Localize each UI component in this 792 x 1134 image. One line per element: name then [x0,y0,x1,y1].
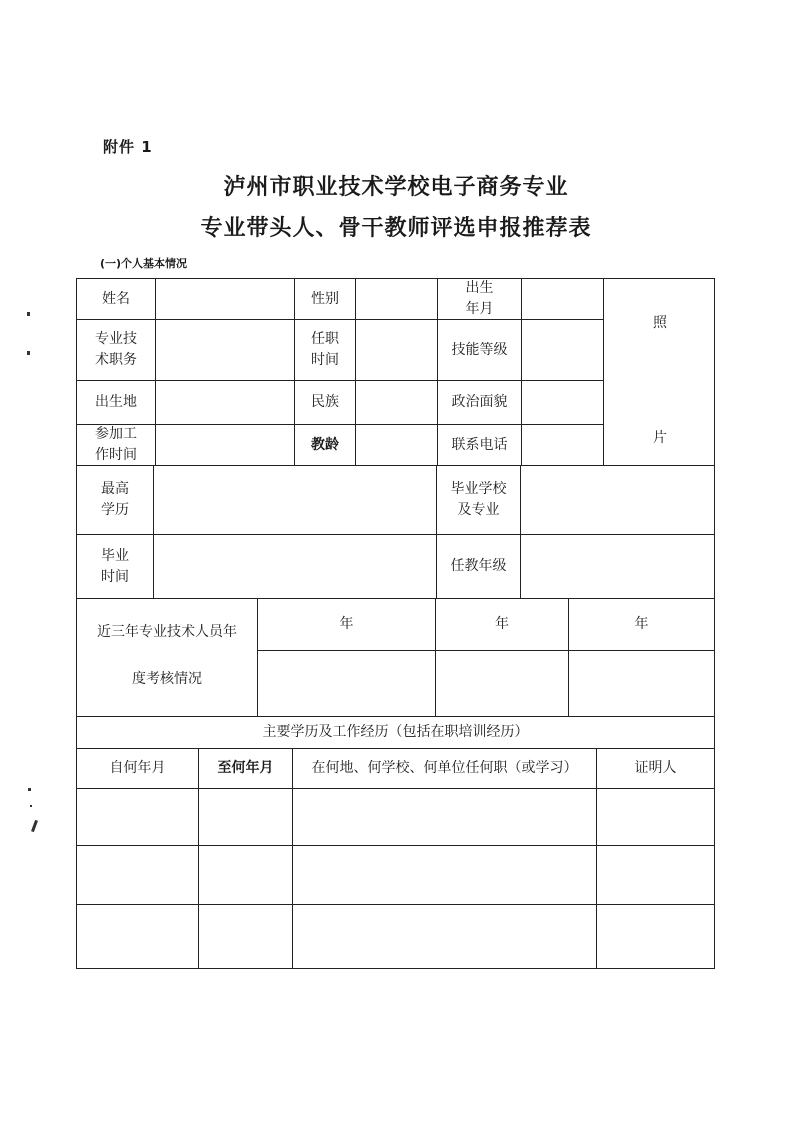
attachment-label: 附件 1 [103,138,153,156]
assessment-label-line1: 近三年专业技术人员年 [97,623,237,640]
history-col-from: 自何年月 [109,760,166,776]
graduation-time-label: 毕业 时间 [101,547,129,585]
history-col-witness: 证明人 [634,760,677,776]
phone-field[interactable] [522,425,603,465]
gender-label: 性别 [311,290,339,307]
education-label: 最高 学历 [101,481,129,518]
history-col-to: 至何年月 [217,760,274,776]
education-field[interactable] [154,466,436,534]
political-status-field[interactable] [522,381,603,424]
history-row[interactable] [77,905,714,968]
scan-mark [28,788,31,791]
grade-taught-field[interactable] [521,535,714,598]
skill-level-label: 技能等级 [451,341,508,358]
appointment-time-label: 任职 时间 [311,331,339,368]
birthplace-field[interactable] [156,381,294,424]
professional-title-field[interactable] [156,320,294,380]
ethnicity-label: 民族 [311,394,339,410]
assessment-year2-label: 年 [495,616,509,632]
history-title: 主要学历及工作经历（包括在职培训经历） [262,724,529,740]
assessment-year2-result[interactable] [436,651,568,716]
appointment-time-field[interactable] [356,320,437,380]
gender-field[interactable] [356,279,437,319]
scan-mark [30,805,32,807]
assessment-label-line2: 度考核情况 [132,670,202,687]
scan-mark [31,820,38,832]
history-row[interactable] [77,789,714,845]
graduate-school-label: 毕业学校 及专业 [450,481,507,518]
photo-label-top: 照 [653,314,667,331]
ethnicity-field[interactable] [356,381,437,424]
history-row[interactable] [77,846,714,904]
assessment-year3-label: 年 [634,616,649,632]
assessment-year3-result[interactable] [569,651,714,716]
phone-label: 联系电话 [451,436,508,453]
history-col-where: 在何地、何学校、何单位任何职（或学习） [311,760,578,776]
birth-date-label: 出生 年月 [465,280,494,317]
assessment-year1-label: 年 [339,616,354,632]
graduation-time-field[interactable] [154,535,436,598]
teaching-years-field[interactable] [356,425,437,465]
photo-label-bottom: 片 [653,429,667,446]
skill-level-field[interactable] [522,320,603,380]
work-start-label: 参加工 作时间 [95,426,137,463]
work-start-field[interactable] [156,425,294,465]
scan-mark [27,351,30,355]
name-field[interactable] [156,279,294,319]
name-label: 姓名 [102,290,130,307]
graduate-school-field[interactable] [521,466,714,534]
section-heading: (一)个人基本情况 [100,257,188,270]
scan-mark [27,312,30,316]
birthplace-label: 出生地 [95,394,137,410]
teaching-years-label: 教龄 [311,436,339,453]
birth-date-field[interactable] [522,279,603,319]
grade-taught-label: 任教年级 [450,558,507,574]
form-title-line1: 泸州市职业技术学校电子商务专业 [223,174,569,200]
political-status-label: 政治面貌 [451,394,508,410]
assessment-year1-result[interactable] [258,651,435,716]
form-title-line2: 专业带头人、骨干教师评选申报推荐表 [200,215,592,241]
professional-title-label: 专业技 术职务 [95,331,137,368]
